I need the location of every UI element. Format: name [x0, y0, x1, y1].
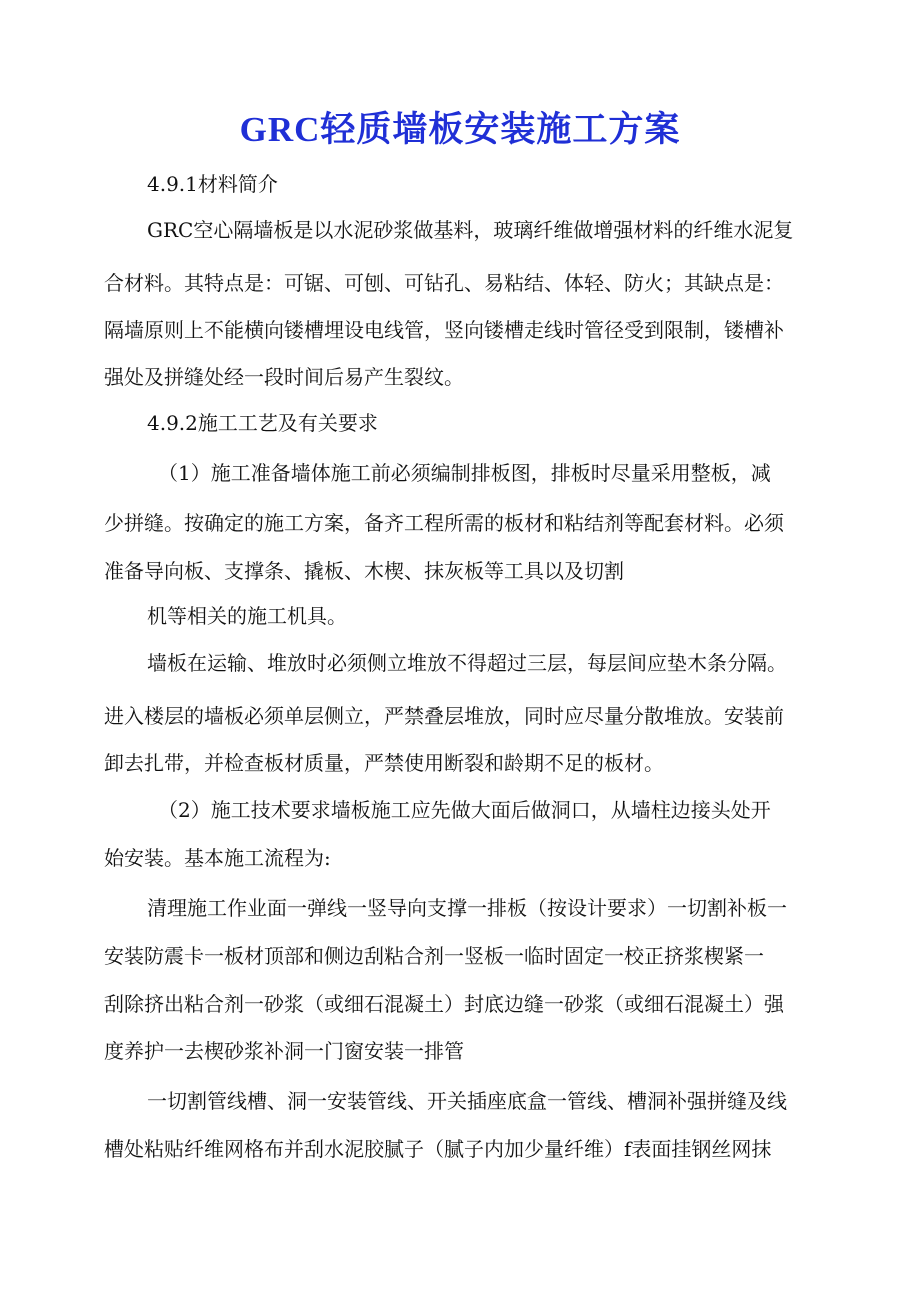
paragraph-line: 少拼缝。按确定的施工方案，备齐工程所需的板材和粘结剂等配套材料。必须: [104, 511, 784, 535]
paragraph-line: （1）施工准备墙体施工前必须编制排板图，排板时尽量采用整板，减: [158, 461, 771, 485]
paragraph-line: 墙板在运输、堆放时必须侧立堆放不得超过三层，每层间应垫木条分隔。: [147, 651, 787, 675]
paragraph-line: 安装防震卡一板材顶部和侧边刮粘合剂一竖板一临时固定一校正挤浆楔紧一: [104, 944, 764, 968]
paragraph-line: （2）施工技术要求墙板施工应先做大面后做洞口，从墙柱边接头处开: [158, 798, 771, 822]
paragraph-line: 隔墙原则上不能横向镂槽埋设电线管，竖向镂槽走线时管径受到限制，镂槽补: [104, 318, 784, 342]
paragraph-line: GRC空心隔墙板是以水泥砂浆做基料，玻璃纤维做增强材料的纤维水泥复: [147, 218, 794, 242]
section-heading-4-9-1: 4.9.1材料简介: [147, 172, 278, 196]
paragraph-line: 准备导向板、支撑条、撬板、木楔、抹灰板等工具以及切割: [104, 559, 624, 583]
paragraph-line: 清理施工作业面一弹线一竖导向支撑一排板（按设计要求）一切割补板一: [147, 896, 787, 920]
paragraph-line: 进入楼层的墙板必须单层侧立，严禁叠层堆放，同时应尽量分散堆放。安装前: [104, 704, 784, 728]
paragraph-line: 刮除挤出粘合剂一砂浆（或细石混凝土）封底边缝一砂浆（或细石混凝土）强: [104, 992, 784, 1016]
section-heading-4-9-2: 4.9.2施工工艺及有关要求: [147, 411, 378, 435]
paragraph-line: 槽处粘贴纤维网格布并刮水泥胶腻子（腻子内加少量纤维）f表面挂钢丝网抹: [104, 1137, 772, 1161]
paragraph-line: 合材料。其特点是：可锯、可刨、可钻孔、易粘结、体轻、防火；其缺点是：: [104, 271, 784, 295]
paragraph-line: 机等相关的施工机具。: [147, 604, 347, 628]
paragraph-line: 强处及拼缝处经一段时间后易产生裂纹。: [104, 365, 464, 389]
paragraph-line: 卸去扎带，并检查板材质量，严禁使用断裂和龄期不足的板材。: [104, 751, 664, 775]
paragraph-line: 度养护一去楔砂浆补洞一门窗安装一排管: [104, 1039, 464, 1063]
paragraph-line: 始安装。基本施工流程为:: [104, 846, 331, 870]
document-title: GRC轻质墙板安装施工方案: [239, 110, 681, 149]
paragraph-line: 一切割管线槽、洞一安装管线、开关插座底盒一管线、槽洞补强拼缝及线: [147, 1089, 787, 1113]
